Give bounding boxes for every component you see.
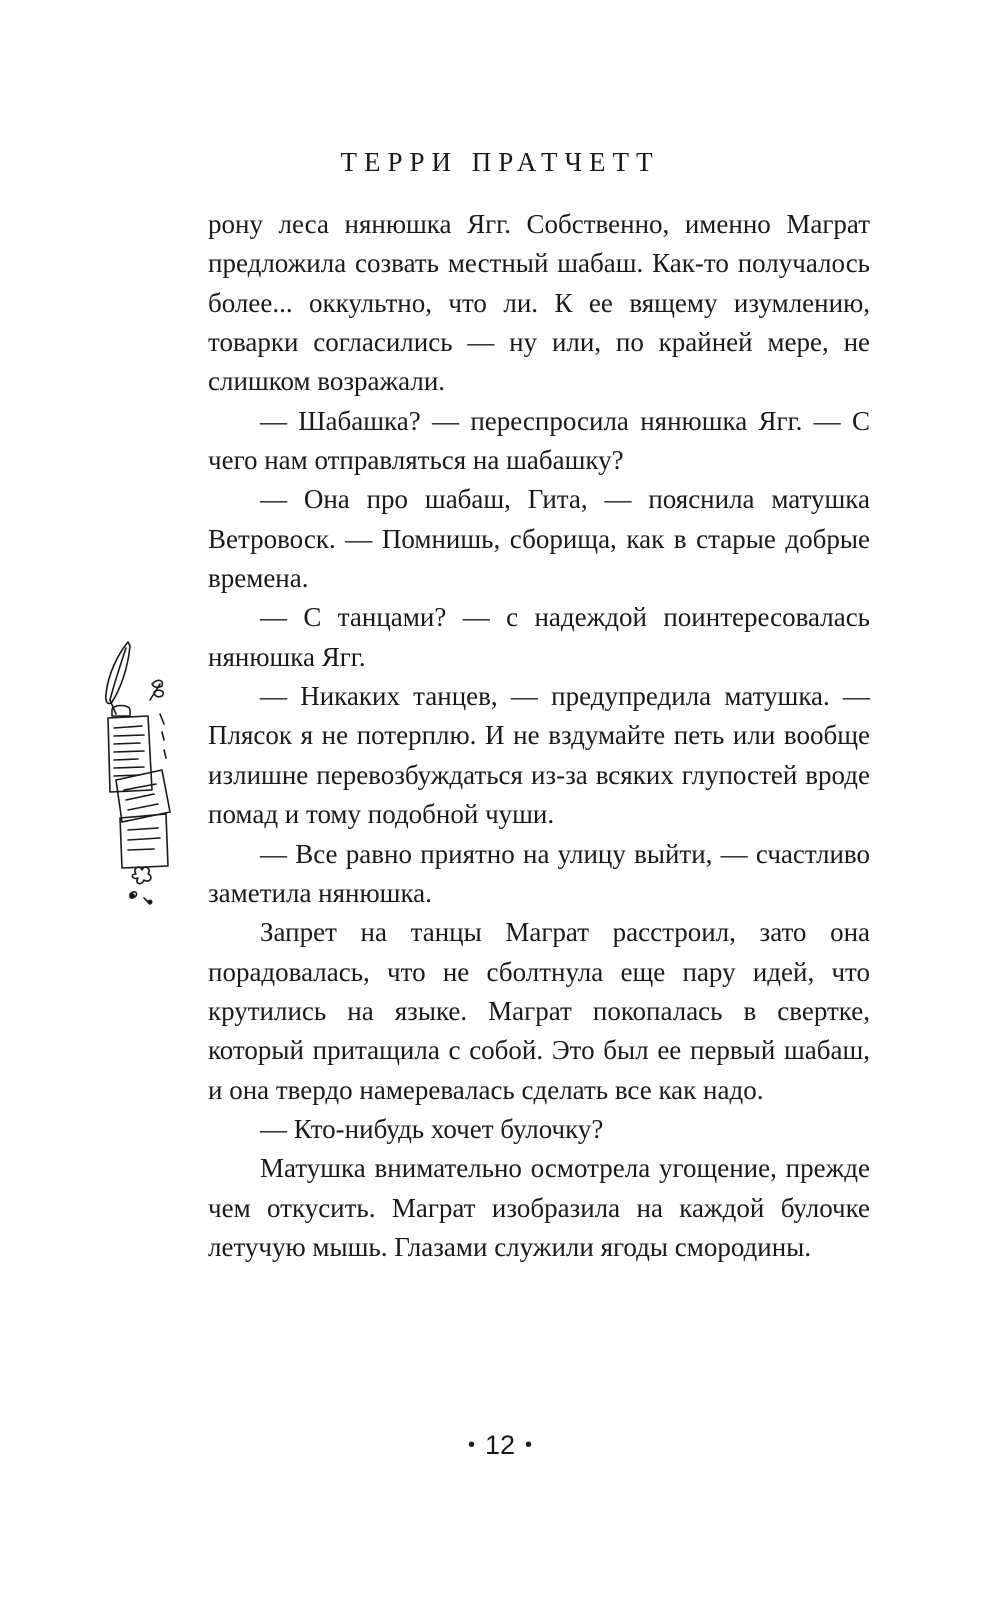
bullet-left: • bbox=[467, 1434, 475, 1456]
paragraph-4: — С танцами? — с надеждой поинтересовалась нянюшка Ягг. bbox=[208, 602, 870, 672]
running-head: ТЕРРИ ПРАТЧЕТТ bbox=[340, 147, 660, 177]
paragraph-9: Матушка внимательно осмотрела угощение, прежде чем откусить. Маграт изобразила на каждой булочке летучую мышь. Глазами служили ягоды смородины. bbox=[208, 1153, 870, 1262]
bullet-right: • bbox=[525, 1434, 533, 1456]
paragraph-1: рону леса нянюшка Ягг. Собственно, именно Маграт предложила созвать местный шабаш. Как-то получалось более... оккультно, что ли. К ее вящему изумлению, товарки согласились — ну или, по крайней мере, не слишком возражали. bbox=[208, 209, 870, 397]
paragraph-7: Запрет на танцы Маграт расстроил, зато она порадовалась, что не сболтнула еще пару идей, что крутились на языке. Маграт покопалась в свертке, который притащила с собой. Это был ее первый шабаш, и она твердо намеревалась сделать все как надо. bbox=[208, 917, 870, 1105]
paragraph-8: — Кто-нибудь хочет булочку? bbox=[260, 1113, 604, 1144]
body-text bbox=[208, 205, 870, 1267]
paragraph-2: — Шабашка? — переспросила нянюшка Ягг. — С чего нам отправляться на шабашку? bbox=[208, 405, 870, 476]
quill-and-papers-icon bbox=[100, 640, 180, 920]
paragraph-5: — Никаких танцев, — предупредила матушка. — Плясок я не потерплю. И не вздумайте петь или вообще излишне перевозбуждаться из-за всяких глупостей вроде помад и тому подобной чуши. bbox=[208, 681, 870, 830]
page-number-value: 12 bbox=[484, 1430, 516, 1460]
paragraph-3: — Она про шабаш, Гита, — пояснила матушка Ветровоск. — Помнишь, сборища, как в старые добрые времена. bbox=[208, 484, 870, 594]
paragraph-6: — Все равно приятно на улицу выйти, — счастливо заметила нянюшка. bbox=[208, 838, 870, 908]
page-number bbox=[0, 1425, 1000, 1468]
